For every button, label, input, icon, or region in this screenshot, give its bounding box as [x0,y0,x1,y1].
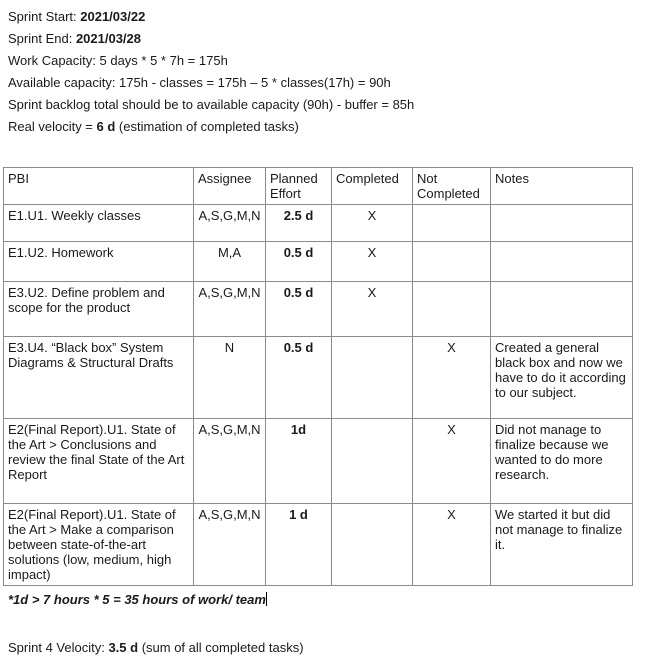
not-completed-cell: X [413,419,491,504]
effort-cell: 0.5 d [266,337,332,419]
text-cursor [266,592,267,606]
table-row [4,205,633,242]
not-completed-cell: X [413,504,491,586]
sprint-velocity-value: 3.5 d [108,640,139,655]
completed-cell: X [332,205,413,242]
assignee-cell: M,A [194,242,266,282]
effort-cell: 0.5 d [266,242,332,282]
sprint-backlog-table [3,167,633,586]
notes-cell: We started it but did not manage to finalize it. [491,504,633,586]
real-velocity-value: 6 d [96,119,116,134]
sprint-end-value: 2021/03/28 [75,31,142,46]
table-row [4,419,633,504]
table-row [4,337,633,419]
pbi-cell: E3.U4. “Black box” System Diagrams & Structural Drafts [4,337,194,419]
assignee-cell: N [194,337,266,419]
available-capacity-line: Available capacity: 175h - classes = 175h – 5 * classes(17h) = 90h [8,75,391,90]
not-completed-cell [413,282,491,337]
column-header-not-completed: Not Completed [413,168,491,205]
effort-cell: 0.5 d [266,282,332,337]
not-completed-cell: X [413,337,491,419]
sprint-velocity-note: (sum of all completed tasks) [138,640,304,655]
effort-cell: 1d [266,419,332,504]
column-header-pbi: PBI [4,168,194,205]
sprint-end-label: Sprint End: [8,31,76,46]
table-header-row [4,168,633,205]
completed-cell [332,337,413,419]
sprint-start-line [8,9,145,25]
assignee-cell: A,S,G,M,N [194,282,266,337]
footnote [8,592,267,608]
column-header-assignee: Assignee [194,168,266,205]
real-velocity-note: (estimation of completed tasks) [115,119,299,134]
completed-cell: X [332,282,413,337]
work-capacity-line: Work Capacity: 5 days * 5 * 7h = 175h [8,53,228,68]
sprint-velocity-label: Sprint 4 Velocity: [8,640,109,655]
table-row [4,282,633,337]
sprint-end-line [8,31,141,47]
pbi-cell: E1.U1. Weekly classes [4,205,194,242]
sprint-velocity-line [8,640,304,656]
pbi-cell: E1.U2. Homework [4,242,194,282]
completed-cell [332,419,413,504]
notes-cell [491,242,633,282]
column-header-completed: Completed [332,168,413,205]
pbi-cell: E3.U2. Define problem and scope for the product [4,282,194,337]
completed-cell [332,504,413,586]
completed-cell: X [332,242,413,282]
not-completed-cell [413,205,491,242]
notes-cell: Created a general black box and now we have to do it according to our subject. [491,337,633,419]
footnote-text: *1d > 7 hours * 5 = 35 hours of work/ team [8,592,266,607]
real-velocity-line [8,119,299,135]
sprint-start-label: Sprint Start: [8,9,81,24]
notes-cell [491,282,633,337]
assignee-cell: A,S,G,M,N [194,504,266,586]
sprint-start-value: 2021/03/22 [80,9,146,24]
real-velocity-label: Real velocity = [8,119,97,134]
column-header-planned-effort: Planned Effort [266,168,332,205]
pbi-cell: E2(Final Report).U1. State of the Art > Conclusions and review the final State of the Art Report [4,419,194,504]
pbi-cell: E2(Final Report).U1. State of the Art > Make a comparison between state-of-the-art solutions (low, medium, high impact) [4,504,194,586]
assignee-cell: A,S,G,M,N [194,205,266,242]
column-header-notes: Notes [491,168,633,205]
effort-cell: 1 d [266,504,332,586]
table-row [4,504,633,586]
table-row [4,242,633,282]
notes-cell: Did not manage to finalize because we wanted to do more research. [491,419,633,504]
backlog-total-line: Sprint backlog total should be to available capacity (90h) - buffer = 85h [8,97,415,112]
notes-cell [491,205,633,242]
not-completed-cell [413,242,491,282]
assignee-cell: A,S,G,M,N [194,419,266,504]
effort-cell: 2.5 d [266,205,332,242]
